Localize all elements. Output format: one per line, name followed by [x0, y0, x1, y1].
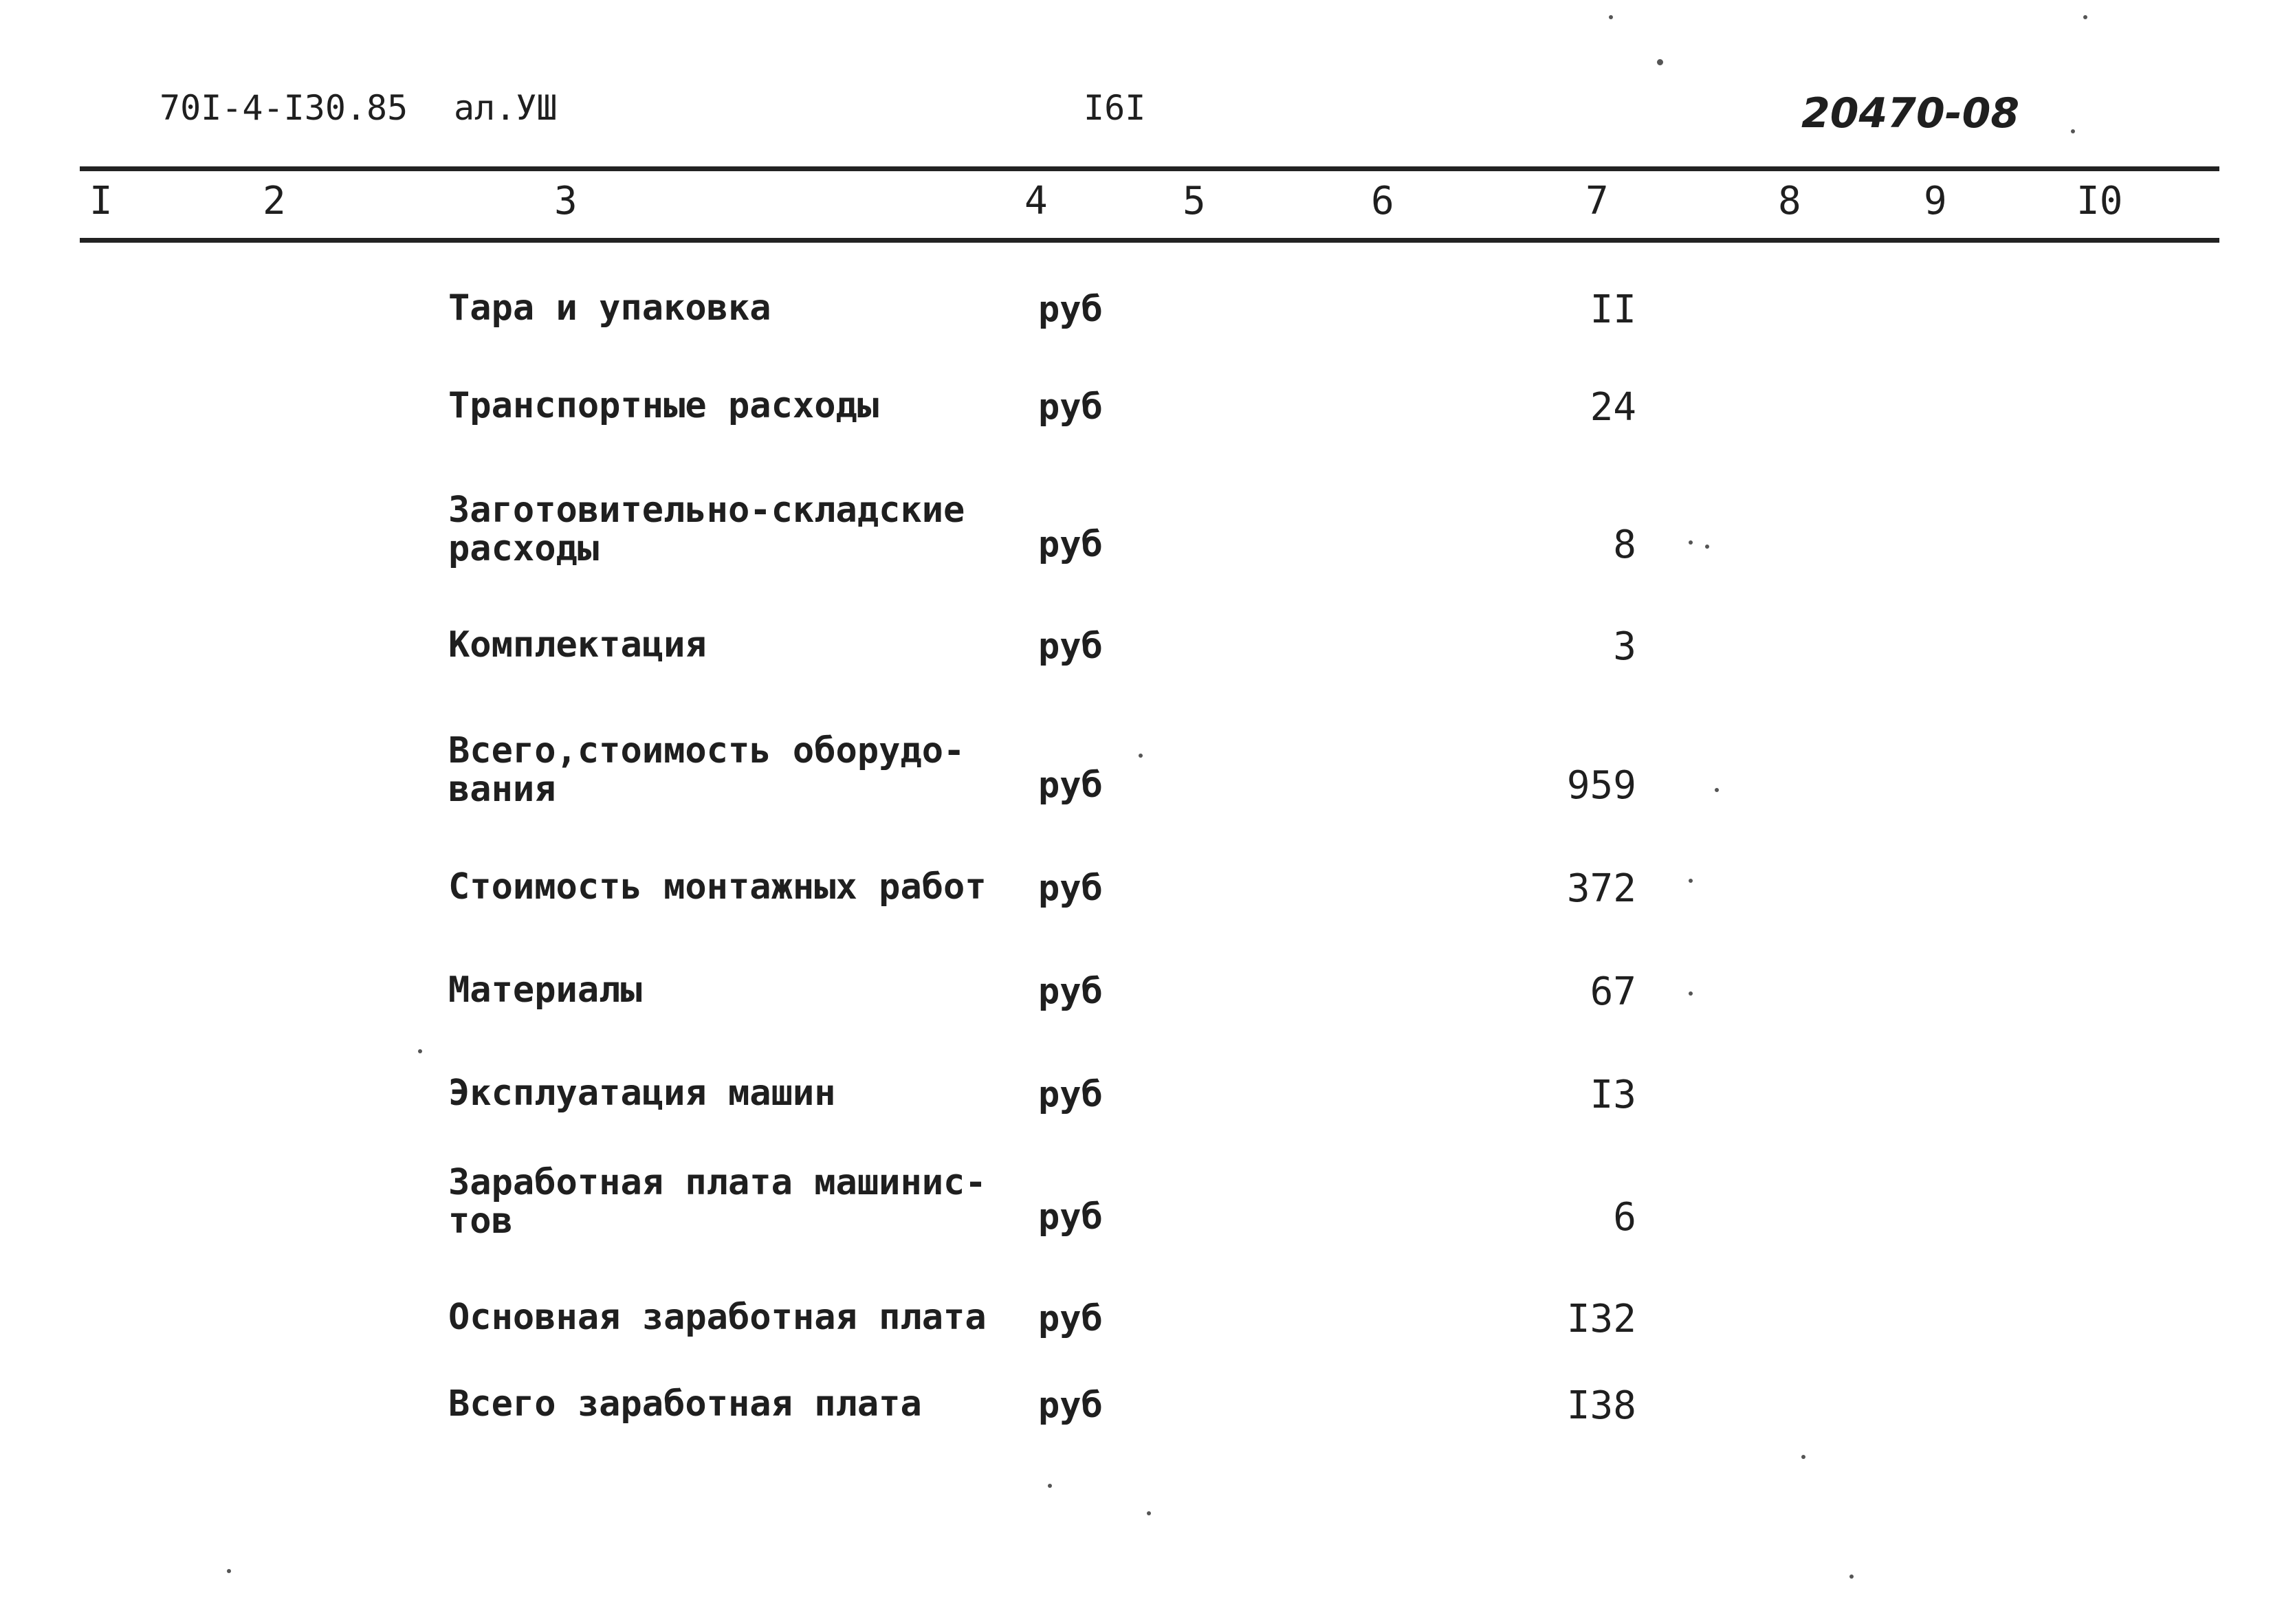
- row-value: I32: [1566, 1297, 1636, 1341]
- row-unit: руб: [1038, 1196, 1103, 1238]
- handwritten-code: 20470-08: [1801, 89, 2020, 138]
- row-unit: руб: [1038, 1074, 1103, 1115]
- row-name: Заготовительно-складские расходы: [448, 490, 965, 569]
- row-name: Материалы: [448, 969, 642, 1011]
- document-code: 70I-4-I30.85: [160, 88, 408, 128]
- row-unit: руб: [1038, 524, 1103, 565]
- row-value: 8: [1613, 523, 1636, 567]
- scan-speck: [1849, 1574, 1854, 1579]
- row-unit: руб: [1038, 1298, 1103, 1339]
- column-number-4: 4: [1024, 179, 1048, 223]
- row-unit: руб: [1038, 1385, 1103, 1426]
- row-name: Заработная плата машинис- тов: [448, 1162, 987, 1242]
- row-name: Всего заработная плата: [448, 1383, 922, 1425]
- scan-speck: [1048, 1484, 1052, 1488]
- row-unit: руб: [1038, 765, 1103, 806]
- scan-speck: [1715, 788, 1719, 792]
- row-unit: руб: [1038, 289, 1103, 330]
- scan-speck: [1609, 15, 1613, 19]
- row-unit: руб: [1038, 971, 1103, 1012]
- scan-speck: [418, 1049, 422, 1053]
- row-value: 67: [1590, 969, 1636, 1014]
- scan-speck: [1689, 991, 1693, 996]
- column-number-2: 2: [263, 179, 286, 223]
- scan-speck: [2071, 129, 2075, 133]
- row-value: I3: [1590, 1073, 1636, 1117]
- album-number: ал.УШ: [454, 88, 558, 128]
- row-unit: руб: [1038, 626, 1103, 667]
- row-value: II: [1590, 287, 1636, 332]
- column-number-5: 5: [1183, 179, 1206, 223]
- column-number-10: I0: [2076, 179, 2123, 223]
- column-number-7: 7: [1585, 179, 1609, 223]
- row-name: Комплектация: [448, 624, 707, 666]
- row-name: Тара и упаковка: [448, 287, 771, 329]
- row-value: 6: [1613, 1195, 1636, 1240]
- row-value: 3: [1613, 624, 1636, 669]
- scan-speck: [1147, 1511, 1151, 1515]
- scan-speck: [1657, 59, 1663, 65]
- row-unit: руб: [1038, 868, 1103, 909]
- column-number-3: 3: [554, 179, 578, 223]
- scan-speck: [1801, 1455, 1805, 1459]
- column-number-6: 6: [1371, 179, 1394, 223]
- scan-speck: [227, 1569, 231, 1573]
- row-name: Стоимость монтажных работ: [448, 866, 987, 908]
- row-value: 372: [1566, 866, 1636, 911]
- row-value: I38: [1566, 1383, 1636, 1428]
- scan-speck: [1689, 879, 1693, 883]
- row-value: 959: [1566, 763, 1636, 808]
- column-number-1: I: [89, 179, 113, 223]
- row-name: Транспортные расходы: [448, 385, 879, 426]
- page-number: I6I: [1084, 88, 1146, 128]
- scan-speck: [1689, 540, 1693, 545]
- scan-speck: [1705, 545, 1709, 549]
- row-name: Эксплуатация машин: [448, 1073, 836, 1114]
- column-number-8: 8: [1778, 179, 1801, 223]
- scan-speck: [2083, 15, 2087, 19]
- row-unit: руб: [1038, 386, 1103, 428]
- row-value: 24: [1590, 385, 1636, 430]
- column-number-9: 9: [1924, 179, 1947, 223]
- row-name: Основная заработная плата: [448, 1297, 987, 1338]
- scan-speck: [1139, 754, 1143, 758]
- table-top-rule: [80, 166, 2219, 171]
- table-header-rule: [80, 238, 2219, 243]
- row-name: Всего,стоимость оборудо- вания: [448, 730, 965, 810]
